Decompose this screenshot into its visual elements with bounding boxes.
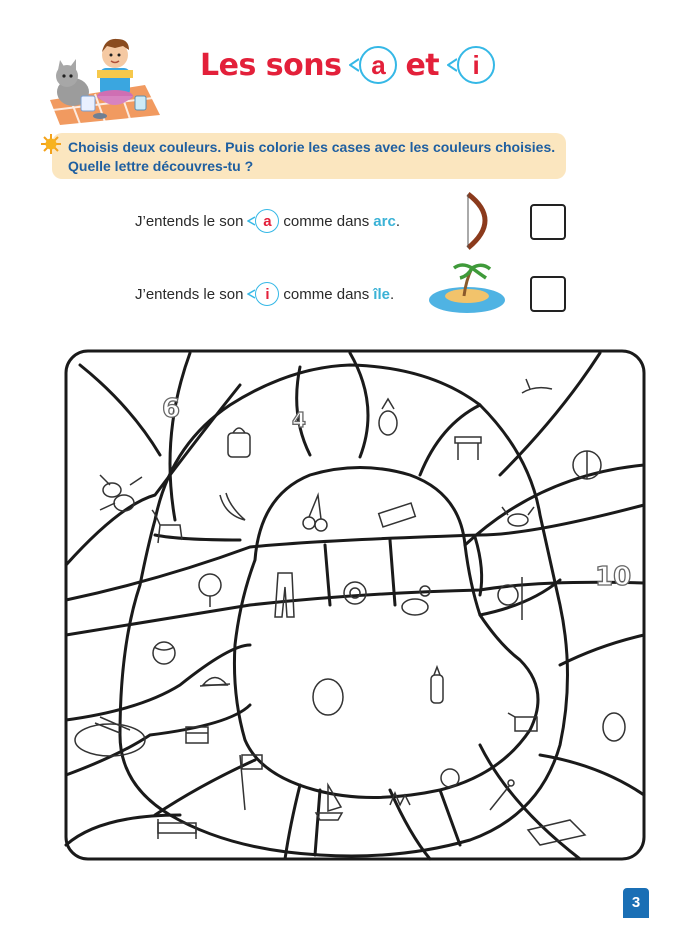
kiwi-icon — [603, 713, 625, 741]
legend-suffix: . — [395, 212, 400, 230]
title-middle: et — [405, 47, 440, 83]
number-four: 4 — [292, 408, 306, 432]
board-frame — [66, 351, 644, 859]
sun-bullet-icon — [40, 133, 62, 155]
band-line — [315, 790, 320, 855]
instruction-line-1: Choisis deux couleurs. Puis colorie les cases avec les couleurs choisies. — [68, 139, 556, 155]
backpack-icon — [228, 428, 250, 457]
crab-icon — [502, 507, 534, 526]
domino-icon — [379, 503, 416, 527]
ladybug-icon — [573, 451, 601, 479]
band-line — [66, 645, 250, 720]
ball-icon — [153, 642, 175, 664]
band-line — [420, 405, 480, 475]
legend-bubble-i — [247, 282, 279, 306]
speech-tail-icon — [247, 214, 255, 228]
band-line — [500, 353, 600, 475]
band-line — [560, 635, 644, 665]
speech-tail-icon — [447, 55, 457, 75]
instruction-text — [68, 138, 563, 176]
ring-inner — [234, 468, 538, 798]
page-title — [200, 40, 495, 90]
band-line — [155, 535, 240, 540]
legend-letter: a — [255, 209, 279, 233]
title-letter-a: a — [359, 46, 397, 84]
legend-prefix: J’entends le son — [135, 285, 244, 303]
rose-icon — [344, 582, 366, 604]
table-icon — [455, 437, 481, 460]
band-line — [325, 545, 330, 605]
koala-icon — [498, 577, 522, 620]
pineapple-icon — [379, 399, 397, 435]
legend-middle: comme dans — [283, 285, 370, 303]
tree-icon — [199, 574, 221, 607]
color-box-i[interactable] — [530, 276, 566, 312]
legend-row-a — [135, 209, 400, 233]
sound-bubble-a — [349, 46, 397, 84]
number-ten: 10 — [595, 562, 632, 592]
baby-bottle-icon — [431, 667, 443, 703]
ant-icon — [100, 475, 142, 511]
title-letter-i: i — [457, 46, 495, 84]
band-line — [66, 505, 644, 600]
legend-prefix: J’entends le son — [135, 212, 244, 230]
legend-letter: i — [255, 282, 279, 306]
tomato-icon — [441, 769, 459, 787]
twig-icon — [522, 379, 552, 393]
cherries-icon — [303, 495, 327, 531]
band-line — [350, 353, 368, 457]
island-icon — [428, 260, 506, 315]
pool-icon — [528, 820, 585, 845]
legend-row-i — [135, 282, 394, 306]
color-box-a[interactable] — [530, 204, 566, 240]
bow-icon — [462, 192, 498, 250]
coloring-board[interactable] — [60, 345, 650, 865]
fries-icon — [75, 717, 145, 756]
bed-icon — [158, 819, 196, 839]
trousers-icon — [275, 573, 294, 617]
sound-bubble-i — [447, 46, 495, 84]
page-number-badge: 3 — [623, 888, 649, 918]
band-line — [66, 385, 240, 565]
band-line — [285, 785, 300, 859]
legend-middle: comme dans — [283, 212, 370, 230]
banana-icon — [220, 493, 245, 520]
legend-word: île — [373, 285, 390, 303]
band-line — [80, 365, 160, 455]
legend-suffix: . — [389, 285, 395, 303]
band-line — [170, 353, 190, 520]
band-line — [440, 790, 460, 845]
band-line — [390, 540, 395, 605]
number-six: 6 — [162, 394, 181, 424]
band-line — [465, 465, 644, 545]
band-line — [390, 790, 430, 859]
picnic-boy-illustration — [45, 30, 160, 125]
hat-icon — [200, 678, 230, 687]
lemon-icon — [313, 679, 343, 715]
band-line — [66, 815, 180, 845]
band-line — [155, 760, 255, 815]
speech-tail-icon — [247, 287, 255, 301]
matchstick-icon — [490, 780, 514, 810]
title-prefix: Les sons — [200, 47, 342, 83]
speech-tail-icon — [349, 55, 359, 75]
band-line — [475, 537, 482, 595]
legend-word: arc — [373, 212, 396, 230]
instruction-line-2: Quelle lettre découvres-tu ? — [68, 158, 254, 174]
legend-bubble-a — [247, 209, 279, 233]
